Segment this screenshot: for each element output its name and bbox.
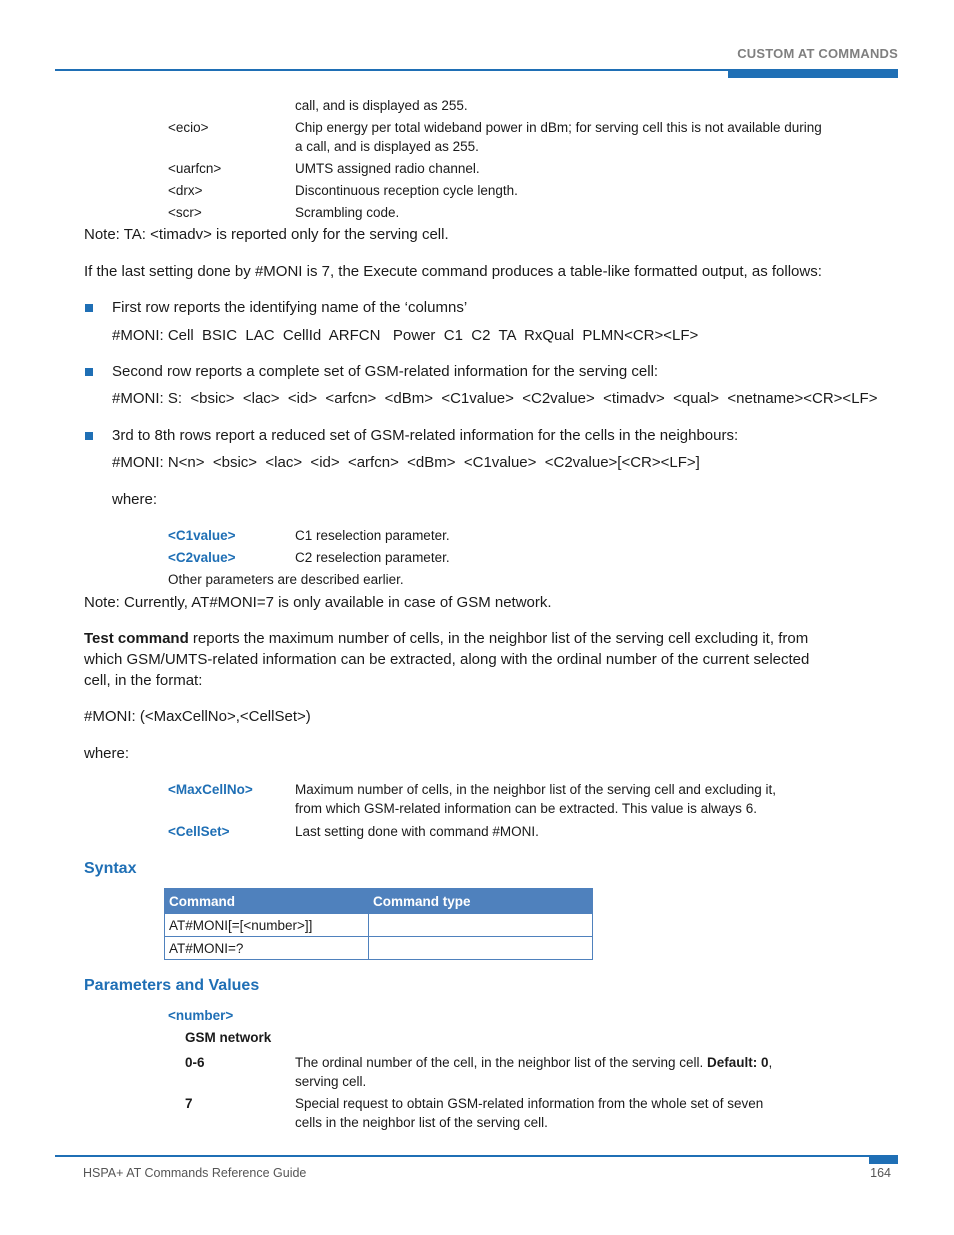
bullet-marker <box>85 432 93 440</box>
footer-doc-title: HSPA+ AT Commands Reference Guide <box>83 1166 307 1180</box>
bullet-code-1: #MONI: Cell BSIC LAC CellId ARFCN Power C1 C2 TA RxQual PLMN<CR><LF> <box>112 327 699 344</box>
bullet-code-2: #MONI: S: <bsic> <lac> <id> <arfcn> <dBm> <C1value> <C2value> <timadv> <qual> <netname><CR><LF> <box>112 390 878 407</box>
param-desc-c1value: C1 reselection parameter. <box>295 528 450 543</box>
param-desc-line: from which GSM-related information can be extracted. This value is always 6. <box>295 801 757 816</box>
param-desc-punct: , <box>768 1055 773 1070</box>
format-line: #MONI: (<MaxCellNo>,<CellSet>) <box>84 708 311 725</box>
param-desc-line: Maximum number of cells, in the neighbor list of the serving cell and excluding it, <box>295 782 776 797</box>
footer-rule <box>55 1155 898 1157</box>
header-section-title: CUSTOM AT COMMANDS <box>737 46 898 61</box>
bullet-text-3: 3rd to 8th rows report a reduced set of GSM-related information for the cells in the neighbours: <box>112 427 739 444</box>
test-command-paragraph <box>84 628 874 691</box>
where-label: where: <box>112 491 158 508</box>
param-group-gsm: GSM network <box>185 1030 272 1045</box>
column-header-command-type: Command type <box>369 889 593 914</box>
param-desc-line: cells in the neighbor list of the serving cell. <box>295 1115 548 1130</box>
table-row <box>165 914 593 937</box>
header-accent-block <box>728 69 898 78</box>
param-desc-c2value: C2 reselection parameter. <box>295 550 450 565</box>
test-command-line3: cell, in the format: <box>84 672 203 689</box>
intro-moni7: If the last setting done by #MONI is 7, the Execute command produces a table-like formatted output, as follows: <box>84 263 822 280</box>
bullet-marker <box>85 304 93 312</box>
param-term-uarfcn: <uarfcn> <box>168 161 222 176</box>
note-gsm: Note: Currently, AT#MONI=7 is only available in case of GSM network. <box>84 594 552 611</box>
default-label: Default: 0 <box>706 1055 769 1070</box>
param-name-number: <number> <box>168 1008 234 1023</box>
table-cell <box>369 914 593 937</box>
param-term-scr: <scr> <box>168 205 202 220</box>
param-desc-continued: call, and is displayed as 255. <box>295 98 468 113</box>
param-value-7: 7 <box>185 1096 193 1111</box>
syntax-heading: Syntax <box>84 860 137 877</box>
param-desc-drx: Discontinuous reception cycle length. <box>295 183 518 198</box>
table-cell: AT#MONI[=[<number>]] <box>165 914 369 937</box>
param-desc-uarfcn: UMTS assigned radio channel. <box>295 161 480 176</box>
param-term-c2value: <C2value> <box>168 550 236 565</box>
param-term-cellset: <CellSet> <box>168 824 230 839</box>
table-row <box>165 937 593 960</box>
param-desc-line: serving cell. <box>295 1074 367 1089</box>
syntax-table <box>164 888 593 960</box>
bullet-text-1: First row reports the identifying name of the ‘columns’ <box>112 299 468 316</box>
other-params-note: Other parameters are described earlier. <box>168 572 404 587</box>
param-desc-maxcellno <box>295 780 825 818</box>
param-term-drx: <drx> <box>168 183 203 198</box>
column-header-command: Command <box>165 889 369 914</box>
param-desc-ecio: Chip energy per total wideband power in dBm; for serving cell this is not available during a call, and is displayed as 255. <box>295 120 822 154</box>
param-term-ecio: <ecio> <box>168 120 209 135</box>
bullet-marker <box>85 368 93 376</box>
test-command-bold: Test command <box>84 630 189 647</box>
bullet-code-3: #MONI: N<n> <bsic> <lac> <id> <arfcn> <dBm> <C1value> <C2value>[<CR><LF>] <box>112 454 700 471</box>
test-command-line1: reports the maximum number of cells, in the neighbor list of the serving cell excluding it, from <box>188 630 809 647</box>
param-value-0-6: 0-6 <box>185 1055 205 1070</box>
param-desc-line: Special request to obtain GSM-related information from the whole set of seven <box>295 1096 764 1111</box>
footer-page-number: 164 <box>870 1166 891 1180</box>
param-desc-scr: Scrambling code. <box>295 205 400 220</box>
table-header-row <box>165 889 593 914</box>
note-ta: Note: TA: <timadv> is reported only for the serving cell. <box>84 226 449 243</box>
table-cell <box>369 937 593 960</box>
table-cell: AT#MONI=? <box>165 937 369 960</box>
bullet-text-2: Second row reports a complete set of GSM-related information for the serving cell: <box>112 363 659 380</box>
param-value-desc-7 <box>295 1094 825 1132</box>
parameters-values-heading: Parameters and Values <box>84 977 260 994</box>
param-desc-cellset: Last setting done with command #MONI. <box>295 824 539 839</box>
param-value-desc-0-6 <box>295 1053 825 1091</box>
test-command-line2: which GSM/UMTS-related information can be extracted, along with the ordinal number of the current selected <box>84 651 810 668</box>
param-desc-line: The ordinal number of the cell, in the neighbor list of the serving cell. <box>295 1055 707 1070</box>
param-term-maxcellno: <MaxCellNo> <box>168 782 253 797</box>
param-term-c1value: <C1value> <box>168 528 236 543</box>
where-label: where: <box>84 745 130 762</box>
